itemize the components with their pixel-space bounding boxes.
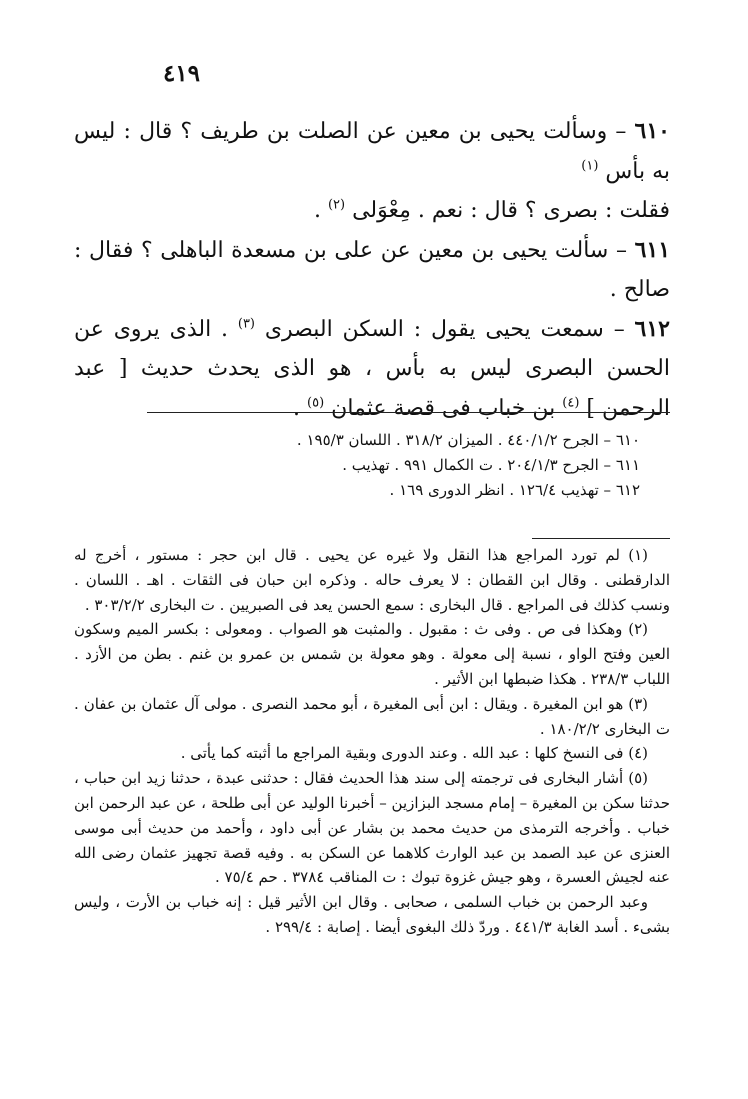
entry-text: بن خباب فى قصة عثمان — [331, 395, 556, 421]
main-divider — [147, 412, 670, 413]
footnotes-divider — [532, 538, 670, 539]
footnote-ref[interactable]: (١) — [581, 158, 599, 174]
entry-610-continuation — [74, 191, 670, 231]
entry-number: ٦١٢ — [634, 315, 670, 342]
entry-611 — [74, 231, 670, 310]
footnote-5: (٥) أشار البخارى فى ترجمته إلى سند هذا الحديث فقال : حدثنى عبدة ، حدثنا زيد ابن حباب ، حدثنا سكن بن المغيرة – إمام مسجد البزازين – أخبرنا الوليد عن أبى طلحة ، عن عبد الرحمن ابن خباب . وأخرجه الترمذى من حديث محمد بن بشار عن أبى داود ، وأحمد من حديث أبى موسى العنزى عن عبد الصمد بن عبد الوارث كلاهما عن السكن به . وفيه قصة تجهيز عثمان رضى الله عنه لجيش العسرة ، وهو جيش غزوة تبوك : ت المناقب ٣٧٨٤ . حم ٧٥/٤ . — [74, 769, 670, 887]
reference-line: ٦١٢ – تهذيب ١٢٦/٤ . انظر الدورى ١٦٩ . — [389, 481, 640, 499]
footnote-ref[interactable]: (٥) — [307, 395, 325, 411]
footnote-ref[interactable]: (٣) — [237, 316, 255, 332]
entry-text: فقلت : بصرى ؟ قال : نعم . مِعْوَلى — [352, 198, 670, 223]
footnote-1: (١) لم تورد المراجع هذا النقل ولا غيره عن يحيى . قال ابن حجر : مستور ، أخرج له الدارقطنى . وقال ابن القطان : لا يعرف حاله . وذكره ابن حبان فى الثقات . اهـ . اللسان . ونسب كذلك فى المراجع . قال البخارى : سمع الحسن يعد فى الصبريين . ت البخارى ٣٠٣/٢/٢ . — [74, 546, 670, 614]
entry-end: . — [293, 395, 301, 421]
entry-text: – وسألت يحيى بن معين عن الصلت بن طريف ؟ قال : ليس به بأس — [74, 119, 670, 184]
page-number: ٤١٩ — [162, 60, 200, 87]
footnote-ref[interactable]: (٢) — [327, 197, 346, 213]
footnotes-block — [74, 543, 670, 940]
footnote-5-continuation: وعبد الرحمن بن خباب السلمى ، صحابى . وقال ابن الأثير قيل : إنه خباب بن الأرت ، وليس بشىء . أسد الغابة ٤٤١/٣ . وردّ ذلك البغوى أيضا . إصابة : ٢٩٩/٤ . — [74, 893, 670, 936]
main-text — [74, 112, 670, 428]
entry-text: . الذى يروى عن الحسن البصرى ليس به بأس ، هو الذى يحدث حديث [ عبد الرحمن ] — [74, 316, 670, 421]
footnote-3: (٣) هو ابن المغيرة . ويقال : ابن أبى المغيرة ، أبو محمد النصرى . مولى آل عثمان بن عفان . ت البخارى ١٨٠/٢/٢ . — [74, 694, 670, 738]
entry-number: ٦١١ — [634, 236, 671, 263]
footnote-2: (٢) وهكذا فى ص . وفى ث : مقبول . والمثبت هو الصواب . ومعولى : بكسر الميم وسكون العين وفتح الواو ، نسبة إلى معولة . وهو معولة بن شمس بن عمرو بن غنم . بطن من الأزد . اللباب ٢٣٨/٣ . هكذا ضبطها ابن الأثير . — [74, 620, 670, 688]
footnote-ref[interactable]: (٤) — [562, 395, 580, 411]
entry-610 — [74, 112, 670, 191]
entry-text: – سألت يحيى بن معين عن على بن مسعدة الباهلى ؟ فقال : صالح . — [74, 237, 670, 302]
entry-number: ٦١٠ — [634, 118, 670, 144]
entry-end: . — [313, 198, 321, 223]
reference-line: ٦١١ – الجرح ٢٠٤/١/٣ . ت الكمال ٩٩١ . تهذيب . — [342, 456, 640, 474]
entry-612 — [74, 310, 670, 429]
footnote-4: (٤) فى النسخ كلها : عبد الله . وعند الدورى وبقية المراجع ما أثبته كما يأتى . — [180, 744, 648, 763]
entry-text: – سمعت يحيى يقول : السكن البصرى — [264, 316, 625, 342]
reference-line: ٦١٠ – الجرح ٤٤٠/١/٢ . الميزان ٣١٨/٢ . اللسان ١٩٥/٣ . — [296, 431, 640, 449]
references-block — [100, 428, 640, 503]
